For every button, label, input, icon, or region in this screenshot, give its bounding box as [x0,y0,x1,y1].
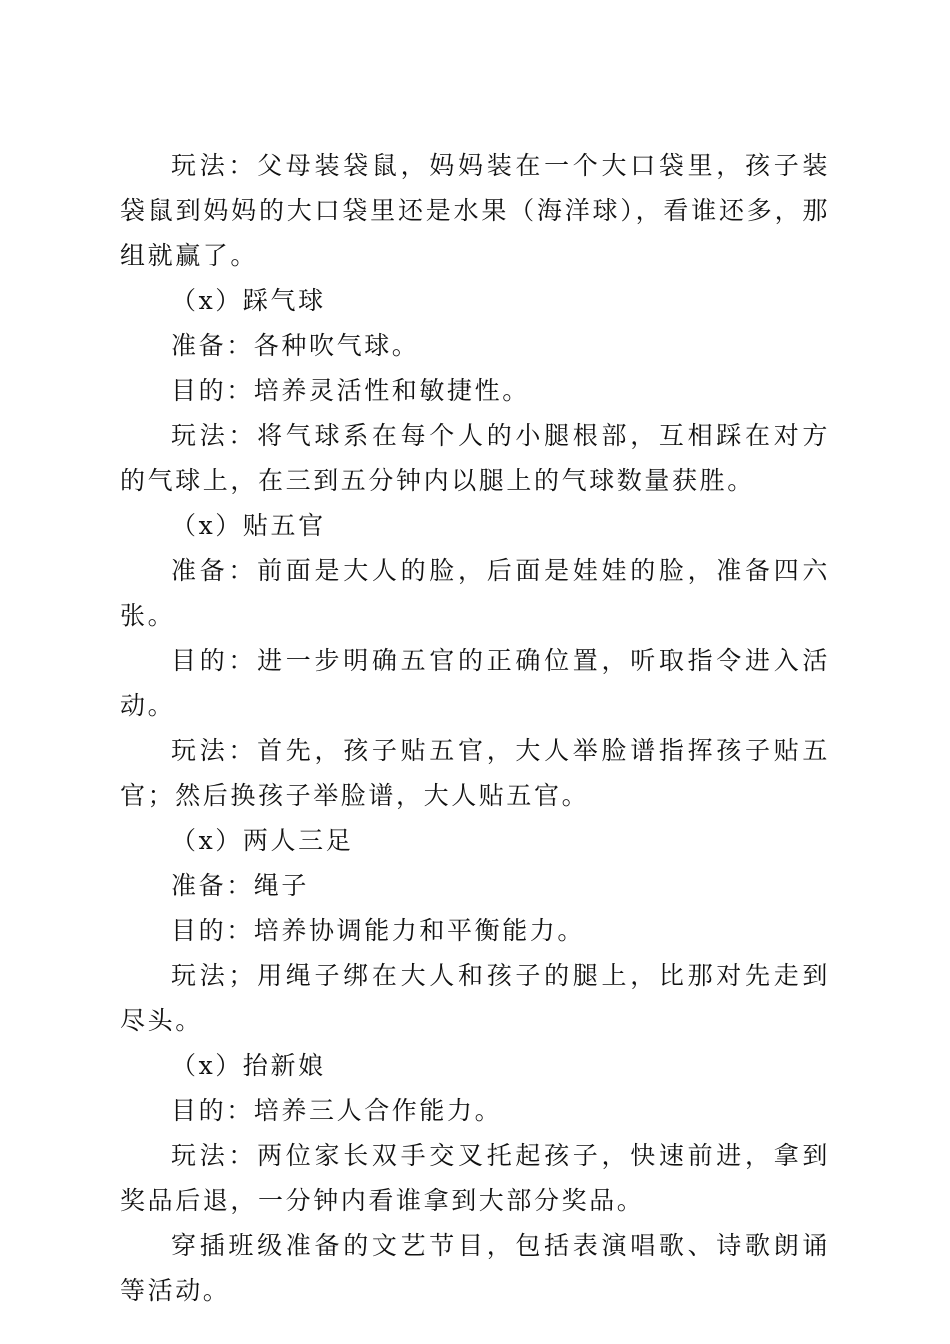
paragraph-race-preparation: 准备：绳子 [171,871,310,900]
heading-three-legged-race: （x）两人三足 [171,826,354,855]
paragraph-balloons-purpose: 目的：培养灵活性和敏捷性。 [171,376,530,405]
paragraph-performances: 穿插班级准备的文艺节目，包括表演唱歌、诗歌朗诵等活动。 [120,1231,830,1305]
paragraph-features-purpose: 目的：进一步明确五官的正确位置，听取指令进入活动。 [120,646,830,720]
heading-stomp-balloons: （x）踩气球 [171,286,326,315]
paragraph-race-rules: 玩法；用绳子绑在大人和孩子的腿上，比那对先走到尽头。 [120,961,830,1035]
heading-carry-bride: （x）抬新娘 [171,1051,326,1080]
paragraph-bride-purpose: 目的：培养三人合作能力。 [171,1096,503,1125]
paragraph-balloons-rules: 玩法：将气球系在每个人的小腿根部，互相踩在对方的气球上，在三到五分钟内以腿上的气球数量获胜。 [120,421,830,495]
heading-facial-features: （x）贴五官 [171,511,326,540]
paragraph-balloons-preparation: 准备：各种吹气球。 [171,331,420,360]
document-body [120,143,830,1313]
paragraph-features-rules: 玩法：首先，孩子贴五官，大人举脸谱指挥孩子贴五官；然后换孩子举脸谱，大人贴五官。 [120,736,830,810]
paragraph-bride-rules: 玩法：两位家长双手交叉托起孩子，快速前进，拿到奖品后退，一分钟内看谁拿到大部分奖品。 [120,1141,830,1215]
paragraph-race-purpose: 目的：培养协调能力和平衡能力。 [171,916,586,945]
paragraph-kangaroo-rules: 玩法：父母装袋鼠，妈妈装在一个大口袋里，孩子装袋鼠到妈妈的大口袋里还是水果（海洋球），看谁还多，那组就赢了。 [120,151,830,270]
paragraph-features-preparation: 准备：前面是大人的脸，后面是娃娃的脸，准备四六张。 [120,556,830,630]
